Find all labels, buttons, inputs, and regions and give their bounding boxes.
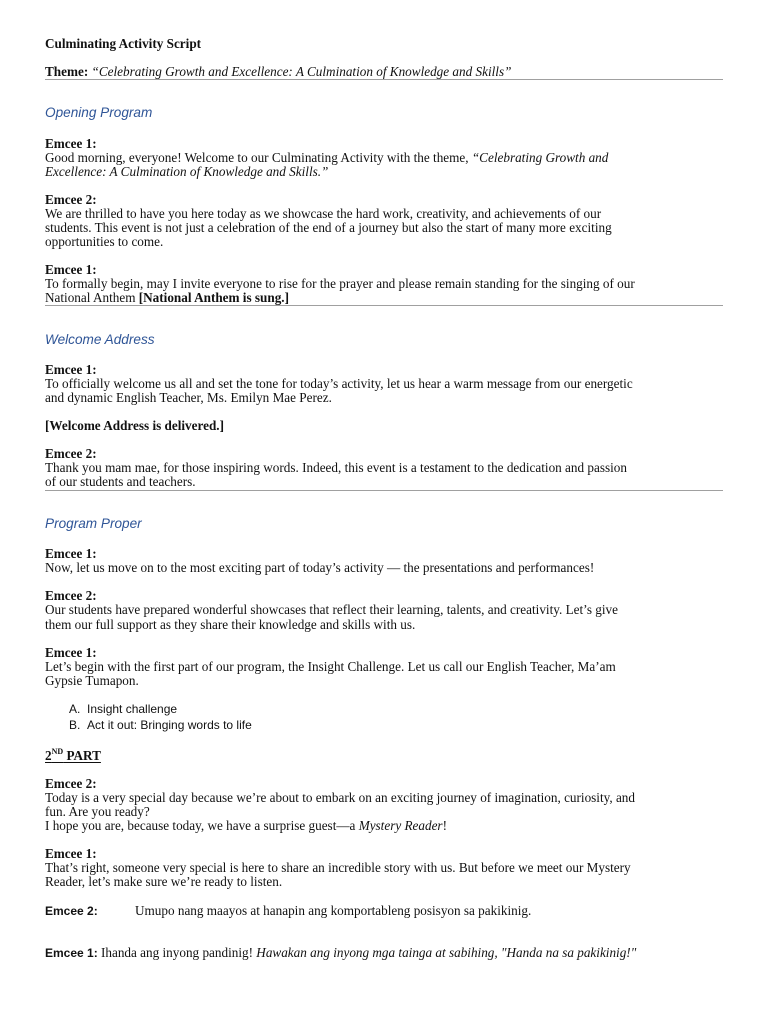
script-line: opportunities to come. [45,234,164,249]
list-marker: B. [69,718,81,732]
section-heading-welcome: Welcome Address [45,332,155,347]
script-line: Gypsie Tumapon. [45,673,139,688]
script-line: them our full support as they share their knowledge and skills with us. [45,617,416,632]
section-divider [45,490,723,491]
list-item [69,718,252,732]
script-text: Ihanda ang inyong pandinig! [97,945,257,960]
speaker-label: Emcee 1: [45,645,97,660]
script-line: Let’s begin with the first part of our program, the Insight Challenge. Let us call our English Teacher, Ma’am [45,659,616,674]
list-marker: A. [69,702,81,716]
part-heading [45,749,101,763]
theme-label: Theme: [45,64,89,79]
script-line: Reader, let’s make sure we’re ready to listen. [45,874,283,889]
script-text: Umupo nang maayos at hanapin ang komportableng posisyon sa pakikinig. [135,903,532,918]
speaker-label: Emcee 1: [45,546,97,561]
speaker-label: Emcee 1: [45,362,97,377]
section-heading-opening: Opening Program [45,105,153,120]
script-line [45,946,636,960]
section-heading-proper: Program Proper [45,516,142,531]
speaker-label: Emcee 2: [45,446,97,461]
script-line: Today is a very special day because we’re about to embark on an exciting journey of imagination, curiosity, and [45,790,635,805]
stage-direction: [Welcome Address is delivered.] [45,418,224,433]
part-word: PART [63,748,101,763]
mystery-reader-text: Mystery Reader [358,818,443,833]
document-title: Culminating Activity Script [45,36,202,51]
script-line: Thank you mam mae, for those inspiring words. Indeed, this event is a testament to the dedication and passion [45,460,627,475]
list-item-text: Act it out: Bringing words to life [87,718,252,732]
speaker-label: Emcee 2: [45,588,97,603]
speaker-label: Emcee 1: [45,946,98,960]
script-line: That’s right, someone very special is here to share an incredible story with us. But before we meet our Mystery [45,860,631,875]
script-text: Good morning, everyone! Welcome to our Culminating Activity with the theme, [45,150,472,165]
part-ordinal: ND [51,747,64,756]
theme-quote: “Celebrating Growth and [471,150,609,165]
theme-text: “Celebrating Growth and Excellence: A Culmination of Knowledge and Skills” [91,64,512,79]
script-line [45,291,289,305]
list-item [69,702,177,716]
script-line: Now, let us move on to the most exciting part of today’s activity — the presentations and performances! [45,560,595,575]
script-line: To officially welcome us all and set the tone for today’s activity, let us hear a warm message from our energetic [45,376,633,391]
script-text: ! [442,818,447,833]
theme-quote: Excellence: A Culmination of Knowledge and Skills.” [45,164,329,179]
script-text: National Anthem [45,290,139,305]
script-line: students. This event is not just a celebration of the end of a journey but also the start of many more exciting [45,220,612,235]
script-line: and dynamic English Teacher, Ms. Emilyn Mae Perez. [45,390,332,405]
script-line: To formally begin, may I invite everyone to rise for the prayer and please remain standing for the singing of our [45,276,635,291]
speaker-label: Emcee 2: [45,192,97,207]
stage-direction: [National Anthem is sung.] [138,290,289,305]
speaker-label: Emcee 1: [45,846,97,861]
speaker-label: Emcee 2: [45,776,97,791]
section-divider [45,305,723,306]
theme-line [45,65,511,79]
script-line: fun. Are you ready? [45,804,150,819]
speaker-label: Emcee 2: [45,904,98,918]
part-number: 2 [45,748,52,763]
script-line [45,819,447,833]
section-divider [45,79,723,80]
speaker-label: Emcee 1: [45,136,97,151]
script-line [45,904,531,918]
list-item-text: Insight challenge [87,702,178,716]
speaker-label: Emcee 1: [45,262,97,277]
script-line: Our students have prepared wonderful showcases that reflect their learning, talents, and creativity. Let’s give [45,602,618,617]
script-line: We are thrilled to have you here today as we showcase the hard work, creativity, and achievements of our [45,206,602,221]
script-line: of our students and teachers. [45,474,196,489]
script-text: I hope you are, because today, we have a surprise guest—a [45,818,359,833]
script-text-italic: Hawakan ang inyong mga tainga at sabihing, "Handa na sa pakikinig!" [256,945,637,960]
